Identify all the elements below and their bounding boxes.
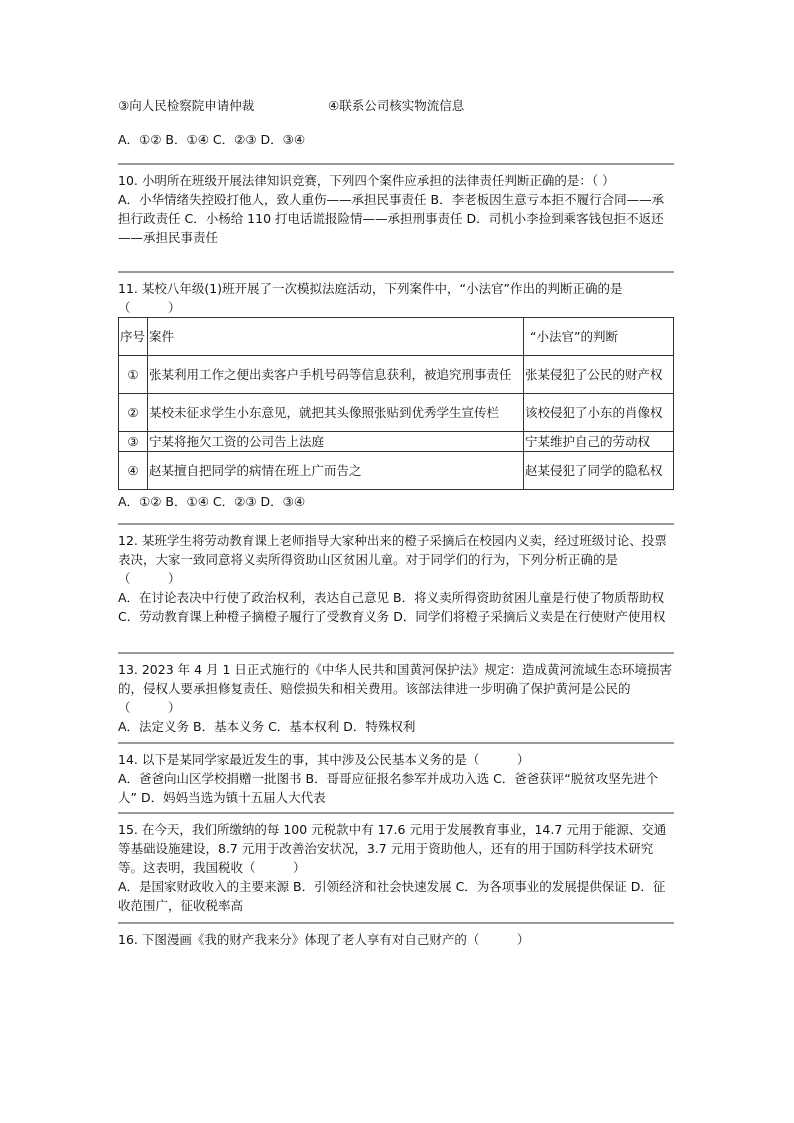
question-text: 10. 小明所在班级开展法律知识竞赛，下列四个案件应承担的法律责任判断正确的是：（ ） <box>118 173 615 188</box>
table-row <box>119 394 674 432</box>
question-text: 14. 以下是某同学家最近发生的事，其中涉及公民基本义务的是（ ） <box>118 752 530 767</box>
divider <box>118 922 674 924</box>
table-header-row <box>119 318 674 356</box>
row-index: ② <box>119 394 148 432</box>
question-text: 15. 在今天，我们所缴纳的每 100 元税款中有 17.6 元用于发展教育事业，14.7 元用于能源、交通等基础设施建设，8.7 元用于改善治安状况，3.7 元用于资助他人，还有的用于国防科学技术研究等。这表明，我国税收（ ） <box>118 822 667 875</box>
divider <box>118 271 674 273</box>
question-10 <box>118 163 674 247</box>
header-judgment: “小法官”的判断 <box>524 318 674 356</box>
table-row <box>119 452 674 490</box>
question-text: 16. 下图漫画《我的财产我来分》体现了老人享有对自己财产的（ ） <box>118 932 530 947</box>
row-judgment: 宁某维护自己的劳动权 <box>524 432 674 452</box>
question-text: 13. 2023 年 4 月 1 日正式施行的《中华人民共和国黄河保护法》规定：造成黄河流域生态环境损害的，侵权人要承担修复责任、赔偿损失和相关费用。该部法律进一步明确了保护黄河是公民的（ ） <box>118 662 672 715</box>
pre-items <box>118 96 674 150</box>
question-15 <box>118 812 674 915</box>
table-row <box>119 356 674 394</box>
question-12 <box>118 523 674 626</box>
question-options: A．是国家财政收入的主要来源 B．引领经济和社会快速发展 C．为各项事业的发展提供保证 D．征收范围广，征收税率高 <box>118 879 666 913</box>
header-case: 案件 <box>148 318 524 356</box>
row-judgment: 赵某侵犯了同学的隐私权 <box>524 452 674 490</box>
divider <box>118 163 674 165</box>
question-13 <box>118 652 674 736</box>
header-index: 序号 <box>119 318 148 356</box>
divider <box>118 523 674 525</box>
question-options: A．①② B．①④ C．②③ D．③④ <box>118 494 306 509</box>
divider <box>118 812 674 814</box>
row-case: 宁某将拖欠工资的公司告上法庭 <box>148 432 524 452</box>
question-options: A．小华情绪失控殴打他人，致人重伤——承担民事责任 B．李老板因生意亏本拒不履行合同——承担行政责任 C．小杨给 110 打电话谎报险情——承担刑事责任 D．司机小李捡到乘客钱包拒不返还——承担民事责任 <box>118 192 665 245</box>
row-index: ④ <box>119 452 148 490</box>
divider <box>118 742 674 744</box>
pre-item-3: ③向人民检察院申请仲裁 <box>118 98 255 113</box>
table-row <box>119 432 674 452</box>
row-index: ③ <box>119 432 148 452</box>
judgment-table <box>118 317 674 490</box>
pre-item-4: ④联系公司核实物流信息 <box>328 98 465 113</box>
row-index: ① <box>119 356 148 394</box>
question-options: A．在讨论表决中行使了政治权利，表达自己意见 B．将义卖所得资助贫困儿童是行使了物质帮助权 C．劳动教育课上种橙子摘橙子履行了受教育义务 D．同学们将橙子采摘后义卖是在行使财产使用权 <box>118 590 666 624</box>
question-options: A．法定义务 B．基本义务 C．基本权利 D．特殊权利 <box>118 719 416 734</box>
question-14 <box>118 742 674 807</box>
pre-answers: A．①② B．①④ C．②③ D．③④ <box>118 132 306 147</box>
row-case: 某校未征求学生小东意见，就把其头像照张贴到优秀学生宣传栏 <box>148 394 524 432</box>
question-text: 11. 某校八年级(1)班开展了一次模拟法庭活动，下列案件中，“小法官”作出的判断正确的是（ ） <box>118 281 623 315</box>
row-judgment: 该校侵犯了小东的肖像权 <box>524 394 674 432</box>
question-text: 12. 某班学生将劳动教育课上老师指导大家种出来的橙子采摘后在校园内义卖，经过班级讨论、投票表决，大家一致同意将义卖所得资助山区贫困儿童。对于同学们的行为，下列分析正确的是（ ） <box>118 533 667 586</box>
question-16 <box>118 922 674 949</box>
question-options: A．爸爸向山区学校捐赠一批图书 B．哥哥应征报名参军并成功入选 C．爸爸获评“脱贫攻坚先进个人” D．妈妈当选为镇十五届人大代表 <box>118 771 659 805</box>
row-case: 赵某擅自把同学的病情在班上广而告之 <box>148 452 524 490</box>
row-judgment: 张某侵犯了公民的财产权 <box>524 356 674 394</box>
divider <box>118 652 674 654</box>
row-case: 张某利用工作之便出卖客户手机号码等信息获利，被追究刑事责任 <box>148 356 524 394</box>
question-11 <box>118 271 674 511</box>
